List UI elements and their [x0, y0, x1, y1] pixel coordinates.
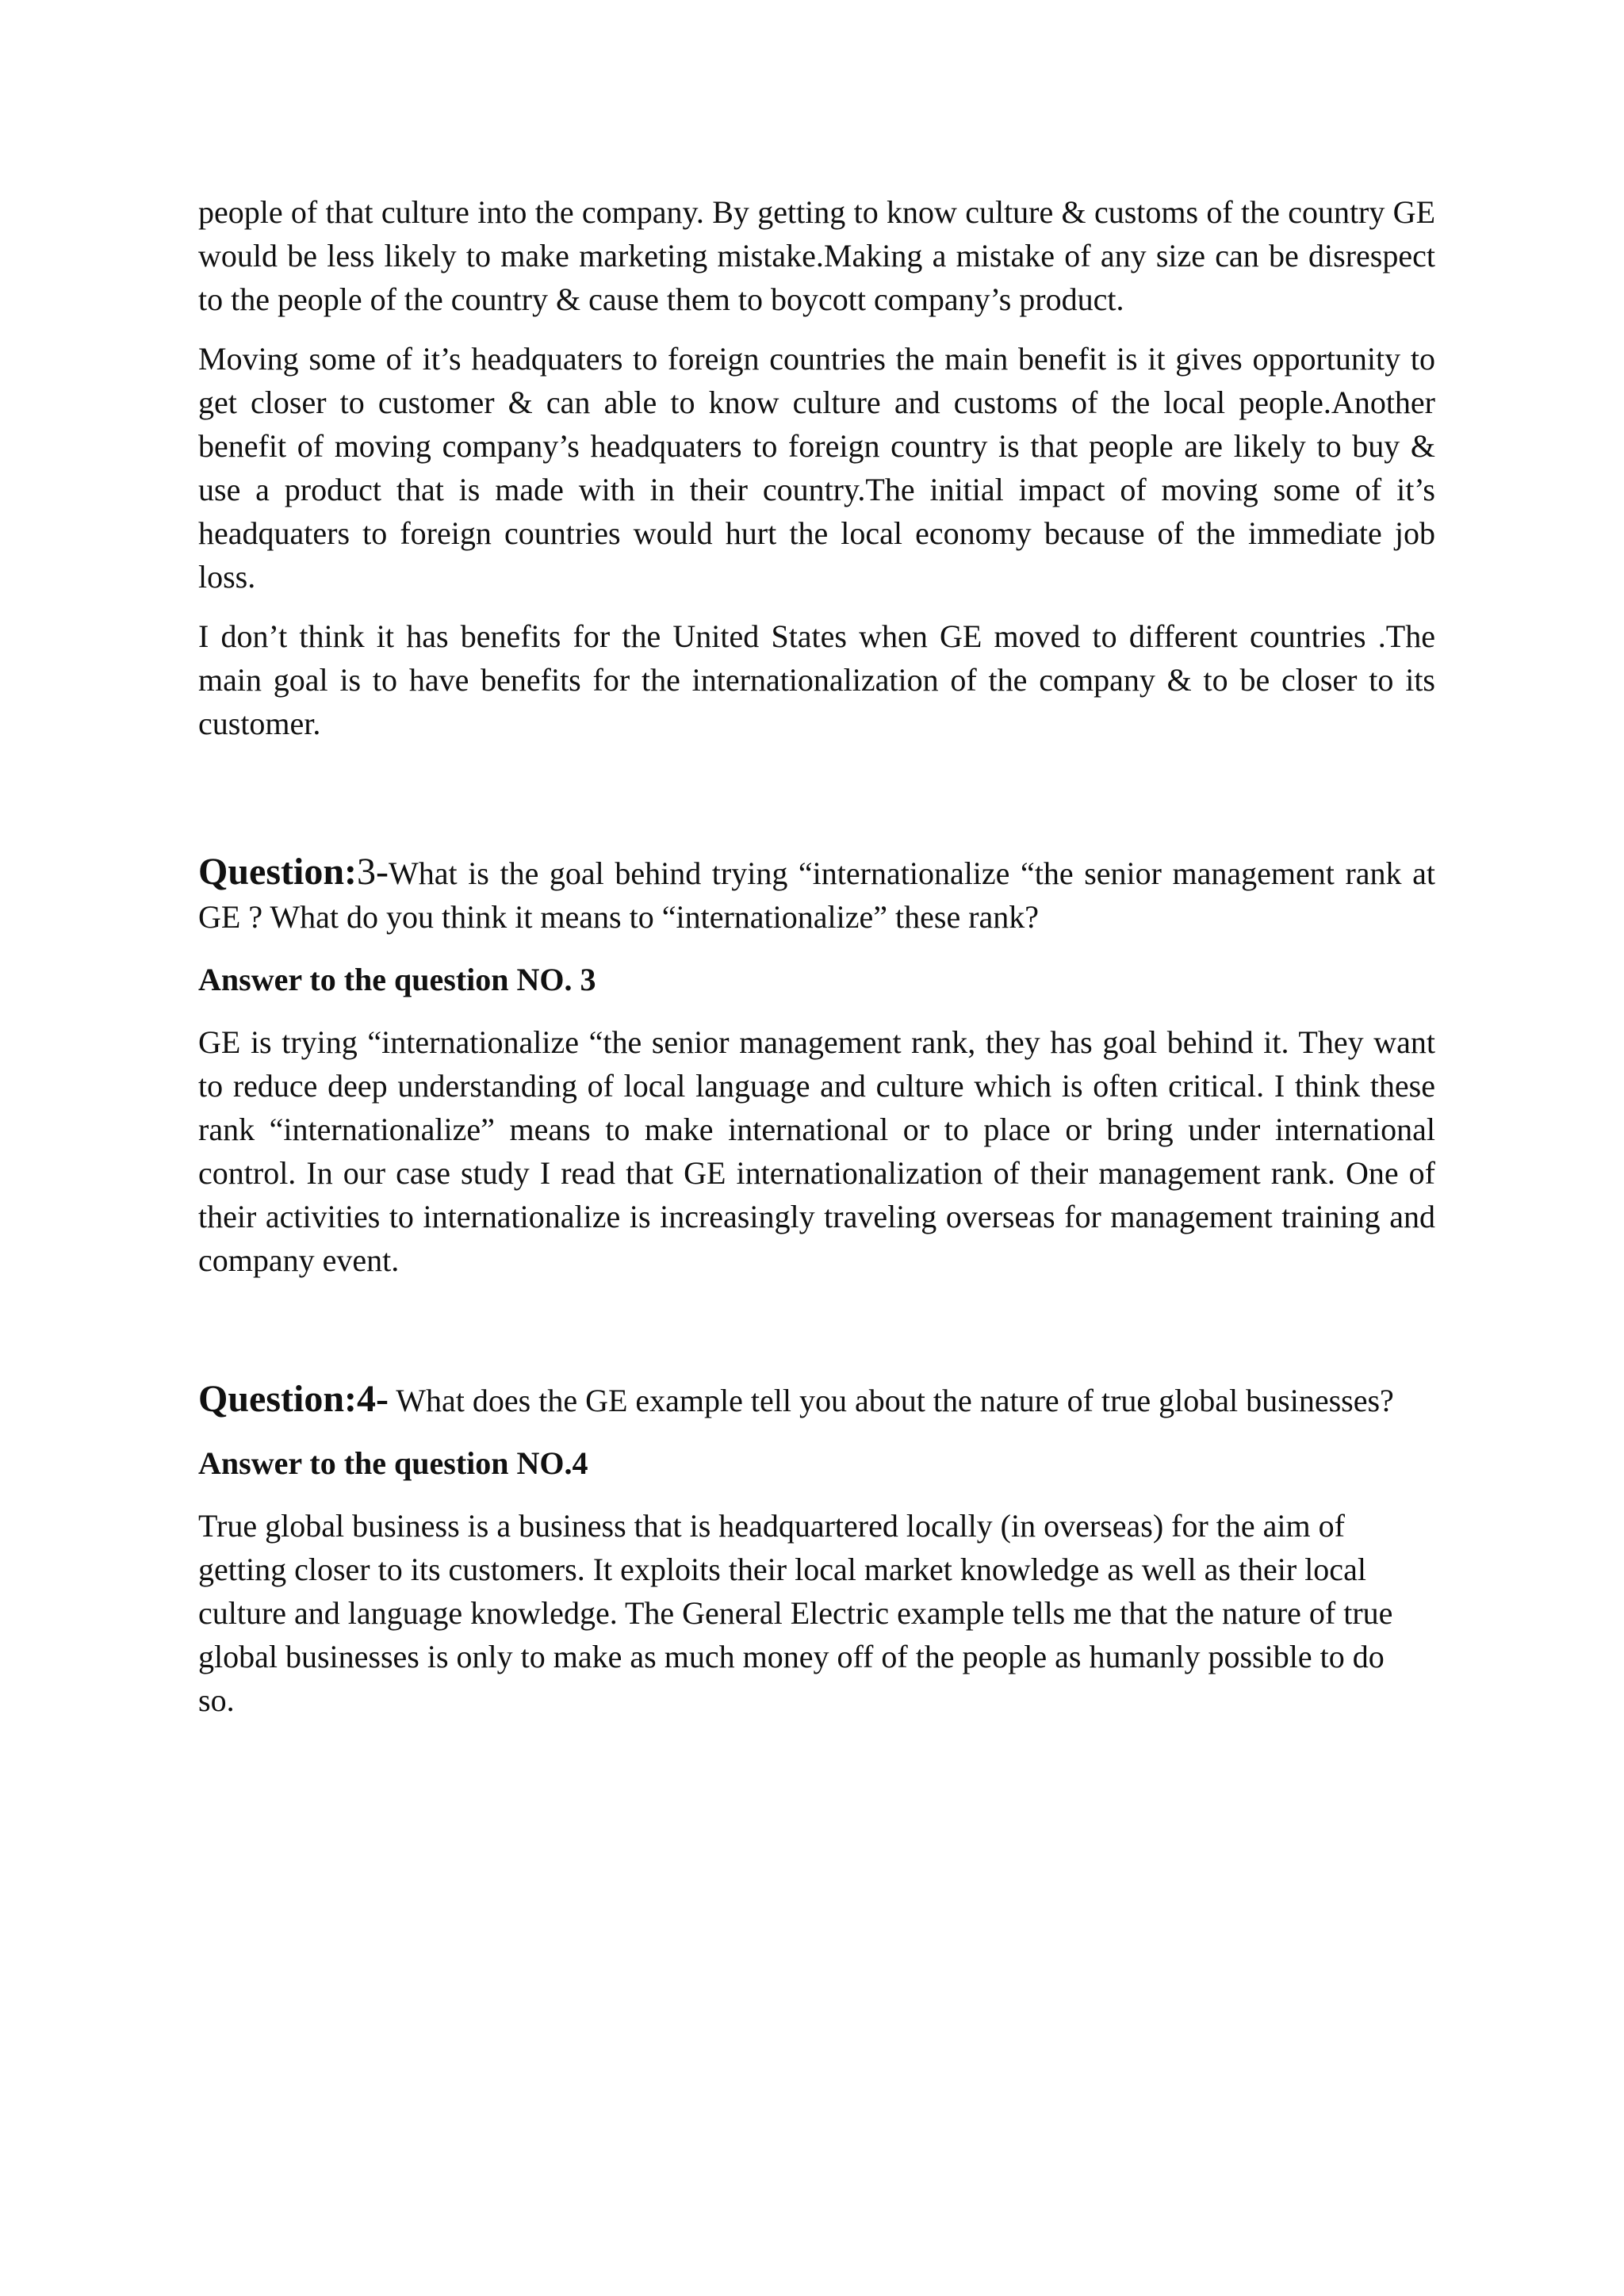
- question-3-label: Question:: [198, 851, 358, 893]
- question-3-number: 3-: [357, 851, 389, 893]
- question-3: [198, 850, 1435, 939]
- answer-3-heading: Answer to the question NO. 3: [198, 962, 596, 997]
- paragraph-headquarters-benefits: Moving some of it’s headquaters to foreign countries the main benefit is it gives opportunity to get closer to customer & can able to know culture and customs of the local people.Another benefit of moving company’s headquaters to foreign country is that people are likely to buy & use a product that is made with in their country.The initial impact of moving some of it’s headquaters to foreign countries would hurt the local economy because of the immediate job loss.: [198, 341, 1435, 595]
- answer-4-heading: Answer to the question NO.4: [198, 1445, 588, 1481]
- question-4-label: Question:4-: [198, 1378, 389, 1420]
- document-page: [198, 190, 1435, 1722]
- paragraph-united-states-benefits: I don’t think it has benefits for the United States when GE moved to different countries .The main goal is to have benefits for the internationalization of the company & to be closer to its customer.: [198, 618, 1435, 741]
- question-4-text: What does the GE example tell you about the nature of true global businesses?: [389, 1383, 1394, 1418]
- answer-3-text: GE is trying “internationalize “the senior management rank, they has goal behind it. They want to reduce deep understanding of local language and culture which is often critical. I think these rank “internationalize” means to make international or to place or bring under international control. In our case study I read that GE internationalization of their management rank. One of their activities to internationalize is increasingly traveling overseas for management training and company event.: [198, 1024, 1435, 1278]
- paragraph-culture-customs: people of that culture into the company. By getting to know culture & customs of the country GE would be less likely to make marketing mistake.Making a mistake of any size can be disrespect to the people of the country & cause them to boycott company’s product.: [198, 194, 1435, 317]
- answer-4-text: True global business is a business that is headquartered locally (in overseas) for the aim of getting closer to its customers. It exploits their local market knowledge as well as their local culture and language knowledge. The General Electric example tells me that the nature of true global businesses is only to make as much money off of the people as humanly possible to do so.: [198, 1508, 1393, 1718]
- question-4: [198, 1377, 1435, 1422]
- question-3-text: What is the goal behind trying “internationalize “the senior management rank at GE ? What do you think it means to “internationalize” these rank?: [198, 855, 1435, 935]
